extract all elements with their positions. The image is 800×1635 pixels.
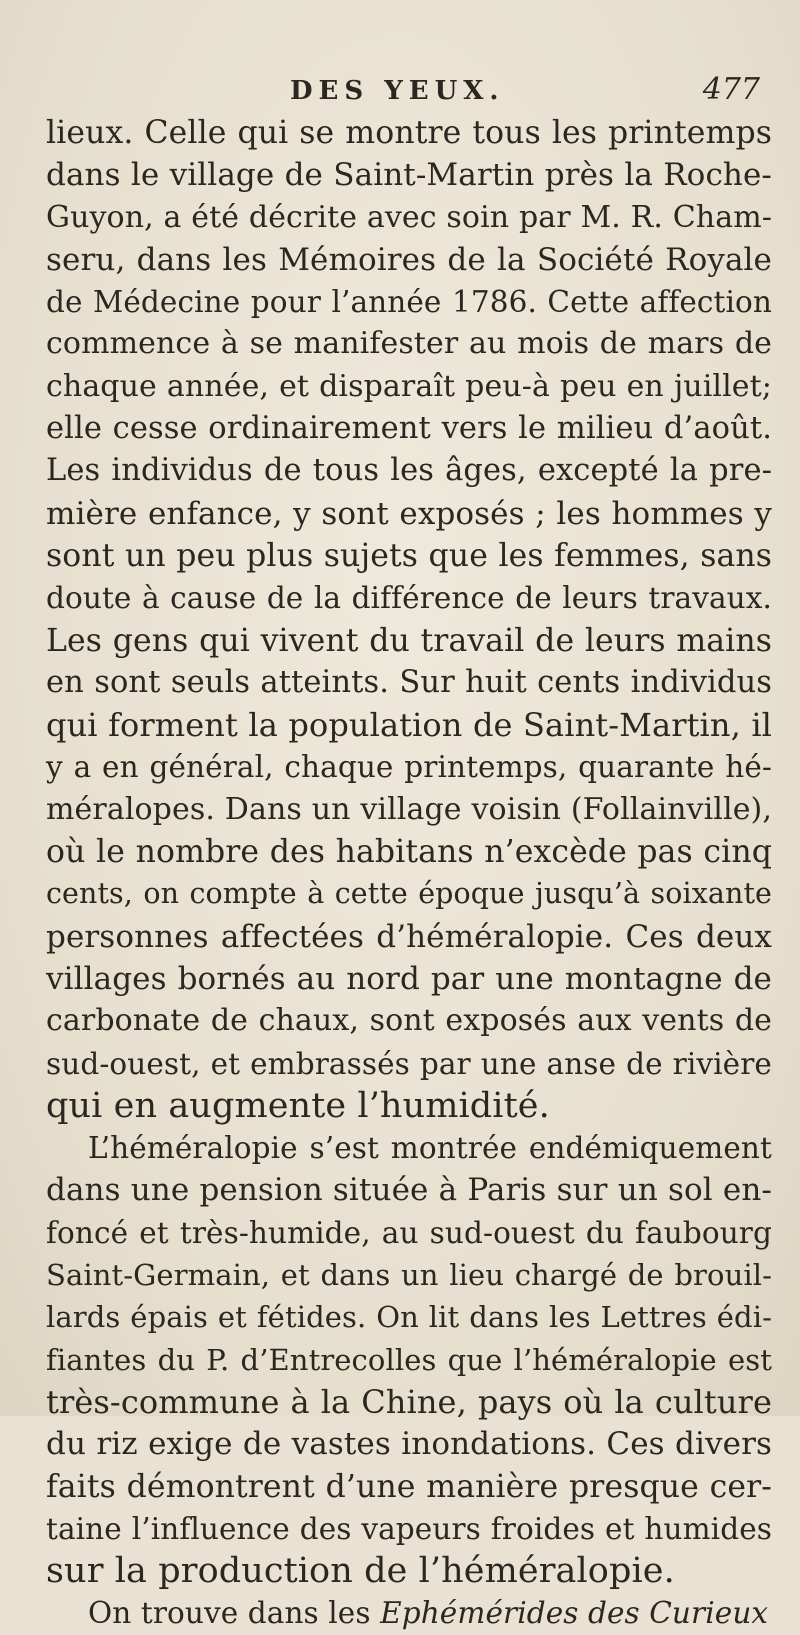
text-line: chaque année, et disparaît peu-à peu en juillet; (46, 368, 772, 404)
book-title-italic: Ephémérides des Curieux (380, 1596, 769, 1631)
final-text-line (46, 1592, 772, 1634)
text-line: Guyon, a été décrite avec soin par M. R. Cham- (46, 199, 772, 235)
text-line: très-commune à la Chine, pays où la culture (46, 1382, 772, 1421)
text-line: faits démontrent d’une manière presque cer- (46, 1468, 772, 1505)
text-line: y a en général, chaque printemps, quarante hé- (46, 750, 772, 785)
running-head (70, 72, 770, 112)
final-line-prefix: On trouve dans les (88, 1596, 371, 1631)
text-line: de Médecine pour l’année 1786. Cette affection (46, 285, 772, 320)
text-line: seru, dans les Mémoires de la Société Royale (46, 241, 772, 278)
text-line: commence à se manifester au mois de mars de (46, 326, 772, 362)
text-line: Les gens qui vivent du travail de leurs mains (46, 622, 772, 659)
text-line: taine l’influence des vapeurs froides et humides (46, 1511, 772, 1546)
text-line: sont un peu plus sujets que les femmes, sans (46, 537, 772, 574)
page-number: 477 (702, 72, 760, 107)
text-line: dans une pension située à Paris sur un sol en- (46, 1172, 772, 1209)
text-line: carbonate de chaux, sont exposés aux vents de (46, 1003, 772, 1039)
text-line: lards épais et fétides. On lit dans les Lettres édi- (46, 1300, 772, 1335)
text-line: villages bornés au nord par une montagne de (46, 960, 772, 997)
text-line: foncé et très-humide, au sud-ouest du faubourg (46, 1215, 772, 1250)
text-line: personnes affectées d’héméralopie. Ces deux (46, 918, 772, 955)
text-line: Les individus de tous les âges, excepté la pre- (46, 453, 772, 489)
text-line: sur la production de l’héméralopie. (46, 1551, 675, 1592)
text-line: Saint-Germain, et dans un lieu chargé de brouil- (46, 1258, 772, 1293)
text-line: en sont seuls atteints. Sur huit cents individus (46, 664, 772, 700)
running-title: DES YEUX. (290, 76, 505, 106)
text-line: fiantes du P. d’Entrecolles que l’héméralopie est (46, 1342, 772, 1377)
body-text (46, 112, 772, 1635)
text-line: dans le village de Saint-Martin près la Roche- (46, 157, 772, 194)
text-line: elle cesse ordinairement vers le milieu d’août. (46, 411, 772, 447)
text-line: L’héméralopie s’est montrée endémiquement (88, 1131, 772, 1166)
text-line: qui en augmente l’humidité. (46, 1085, 550, 1126)
text-line: sud-ouest, et embrassés par une anse de rivière (46, 1046, 772, 1081)
text-line: du riz exige de vastes inondations. Ces divers (46, 1426, 772, 1463)
text-line: mière enfance, y sont exposés ; les hommes y (46, 495, 772, 532)
text-line: où le nombre des habitans n’excède pas cinq (46, 834, 772, 871)
text-line: qui forment la population de Saint-Martin, il (46, 706, 772, 745)
text-line: méralopes. Dans un village voisin (Follainville), (46, 791, 772, 827)
text-line: lieux. Celle qui se montre tous les printemps (46, 115, 772, 151)
text-line: doute à cause de la différence de leurs travaux. (46, 581, 772, 616)
text-line: cents, on compte à cette époque jusqu’à soixante (46, 877, 772, 911)
